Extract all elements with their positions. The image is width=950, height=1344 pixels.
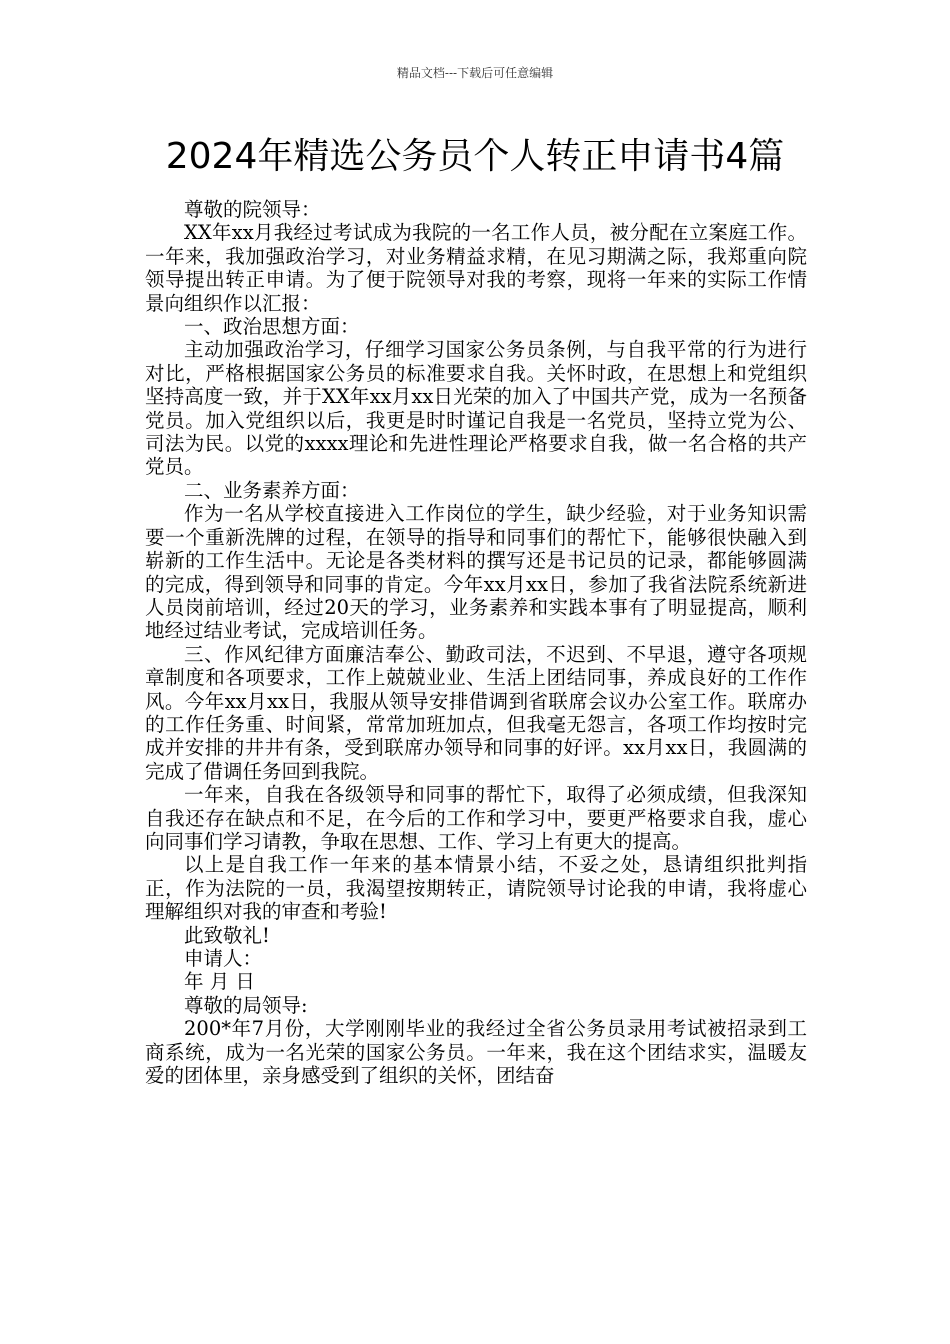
- section-heading: 二、业务素养方面：: [184, 478, 360, 502]
- paragraph: 200*年7月份，大学刚刚毕业的我经过全省公务员录用考试被招录到工商系统，成为一名光荣的国家公务员。一年来，我在这个团结求实，温暖友爱的团体里，亲身感受到了组织的关怀，团结奋: [145, 1017, 807, 1088]
- salutation: 尊敬的局领导:: [184, 993, 308, 1017]
- closing: 此致敬礼!: [184, 923, 270, 947]
- paragraph: XX年xx月我经过考试成为我院的一名工作人员，被分配在立案庭工作。一年来，我加强政治学习，对业务精益求精，在见习期满之际，我郑重向院领导提出转正申请。为了便于院领导对我的考察，现将一年来的实际工作情景向组织作以汇报：: [145, 221, 807, 315]
- paragraph: 主动加强政治学习，仔细学习国家公务员条例，与自我平常的行为进行对比，严格根据国家公务员的标准要求自我。关怀时政，在思想上和党组织坚持高度一致，并于XX年xx月xx日光荣的加入了中国共产党，成为一名预备党员。加入党组织以后，我更是时时谨记自我是一名党员，坚持立党为公、司法为民。以党的xxxx理论和先进性理论严格要求自我，做一名合格的共产党员。: [145, 338, 807, 479]
- document-title: 2024年精选公务员个人转正申请书4篇: [165, 136, 785, 177]
- paragraph: 以上是自我工作一年来的基本情景小结，不妥之处，恳请组织批判指正，作为法院的一员，我渴望按期转正，请院领导讨论我的申请，我将虚心理解组织对我的审查和考验!: [145, 853, 807, 924]
- paragraph: 三、作风纪律方面廉洁奉公、勤政司法，不迟到、不早退，遵守各项规章制度和各项要求，工作上兢兢业业、生活上团结同事，养成良好的工作作风。今年xx月xx日，我服从领导安排借调到省联席会议办公室工作。联席办的工作任务重、时间紧，常常加班加点，但我毫无怨言，各项工作均按时完成并安排的井井有条，受到联席办领导和同事的好评。xx月xx日，我圆满的完成了借调任务回到我院。: [145, 642, 807, 783]
- section-heading: 一、政治思想方面：: [184, 315, 360, 339]
- document-body: [145, 198, 807, 1087]
- paragraph: 作为一名从学校直接进入工作岗位的学生，缺少经验，对于业务知识需要一个重新洗牌的过程，在领导的指导和同事们的帮忙下，能够很快融入到崭新的工作生活中。无论是各类材料的撰写还是书记员的记录，都能够圆满的完成，得到领导和同事的肯定。今年xx月xx日，参加了我省法院系统新进人员岗前培训，经过20天的学习，业务素养和实践本事有了明显提高，顺利地经过结业考试，完成培训任务。: [145, 502, 807, 643]
- page-header-watermark: 精品文档---下载后可任意编辑: [396, 66, 554, 80]
- date-line: 年 月 日: [184, 970, 255, 994]
- signature-label: 申请人：: [184, 947, 263, 970]
- salutation: 尊敬的院领导：: [184, 198, 321, 221]
- paragraph: 一年来，自我在各级领导和同事的帮忙下，取得了必须成绩，但我深知自我还存在缺点和不足，在今后的工作和学习中，要更严格要求自我，虚心向同事们学习请教，争取在思想、工作、学习上有更大的提高。: [145, 783, 807, 853]
